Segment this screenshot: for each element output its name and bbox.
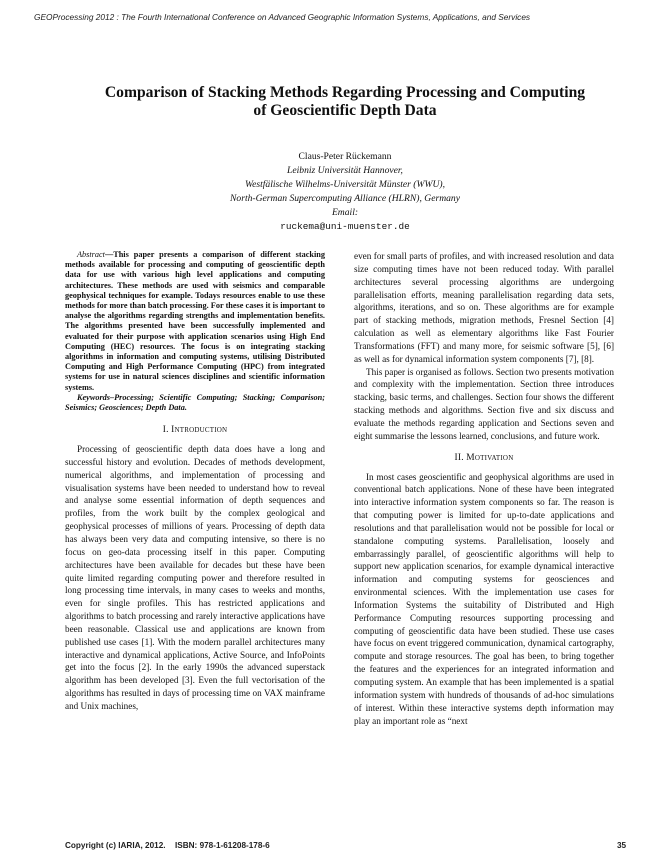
- section-1-number: I.: [162, 425, 169, 436]
- paper-title: [60, 84, 630, 120]
- abstract-label: Abstract: [77, 250, 105, 259]
- abstract: [65, 250, 325, 393]
- footer-copyright: Copyright (c) IARIA, 2012.: [65, 841, 166, 850]
- author-name: Claus-Peter Rückemann: [298, 151, 392, 162]
- abstract-text: —This paper presents a comparison of different stacking methods available for processing and computing of geoscientific depth data for use with various high level applications and computing architectures. These methods are used with seismics and comparable geophysical techniques for example. Todays resources enable to use these methods for more than batch processing. For these cases it is important to analyse the algorithms regarding strengths and implementation benefits. The algorithms presented have been successfully implemented and evaluated for their purpose with application scenarios using High End Computing (HEC) resources. The focus is on integrating stacking algorithms in information and computing systems, utilising Distributed Computing and High Performance Computing (HPC) from integrated systems for use in natural sciences disciplines and scientific information systems.: [65, 250, 325, 392]
- email-label: Email:: [331, 207, 359, 218]
- motivation-paragraph: In most cases geoscientific and geophysical algorithms are used in conventional batch applications. None of these have been integrated into interactive information system components so far. The reason is that computing power is limited for up-to-date applications and resolutions and that parallelisation would not be possible for local or standalone computing systems. Parallelisation, loosely and embarrassingly parallel, of geoscientific algorithms will help to support new application scenarios, for example dynamical interactive information and computing systems for geosciences and environmental sciences. With the implementation use cases for Information Systems the suitability of Distributed and High Performance Computing resources supporting processing and computing of geoscientific data have been studied. These use cases have focus on event triggered communication, dynamical cartography, compute and storage resources. The goal has been, to bring together the features and the experiences for an integrated information and computing system. An example that has been implemented is a spatial information system with hundreds of thousands of ad-hoc simulations of interest. Within these interactive systems depth information may play an important role as “next: [354, 471, 614, 726]
- footer-isbn: ISBN: 978-1-61208-178-6: [175, 841, 270, 850]
- title-line-2: of Geoscientific Depth Data: [253, 102, 437, 119]
- organisation-paragraph: This paper is organised as follows. Section two presents motivation and complexity with the implementation. Section three introduces stacking, basic terms, and challenges. Section four shows the different stacking methods and algorithms. Section five and six discuss and evaluate the methods regarding application and Sections seven and eight summarise the lessons learned, conclusions, and future work.: [354, 366, 614, 441]
- section-2-title: Motivation: [466, 452, 514, 463]
- author-block: [60, 150, 630, 234]
- page-number: 35: [617, 841, 627, 850]
- keywords: [65, 393, 325, 413]
- author-email: ruckema@uni-muenster.de: [280, 221, 410, 232]
- section-2-number: II.: [454, 452, 464, 463]
- introduction-paragraph: Processing of geoscientific depth data does have a long and successful history and evolution. Decades of methods development, numerical algorithms, and implementation of processing and visualisation systems have been needed to understand how to reveal and analyse some essential information of depth sequences and profiles, from the work built by the complex geological and geophysical processes of millions of years. Processing of depth data has always been very data and computing intensive, so there is no focus on geo-data processing itself in this paper. Computing architectures have been available for decades but these have been quite limited regarding computing power and therefore resulted in long processing time intervals, in many cases to weeks and months, even for single profiles. This has restricted applications and algorithms to batch processing and rarely interactive applications have been reasonable. Classical use and applications are known from published use cases [1]. With the modern parallel architectures many interactive and dynamical applications, Active Source, and InfoPoints get into the focus [2]. In the early 1990s the advanced superstack algorithm has been developed [3]. Even the full vectorisation of the algorithms has resulted in days of processing time on VAX mainframe and Unix machines,: [65, 444, 325, 711]
- running-header: GEOProcessing 2012 : The Fourth International Conference on Advanced Geographic Information Systems, Applications, and Services: [34, 12, 531, 22]
- section-heading-motivation: [354, 452, 614, 465]
- right-column: [354, 250, 614, 727]
- author-email-line: [60, 206, 630, 234]
- title-line-1: Comparison of Stacking Methods Regarding Processing and Computing: [104, 84, 586, 101]
- author-affiliation-1: Leibniz Universität Hannover,: [287, 165, 403, 176]
- introduction-paragraph-continued: even for small parts of profiles, and with increased resolution and data size computing times have not been reduced today. With parallel architectures several processing algorithms are undergoing parallelisation efforts, meaning parallelisation regarding data sets, algorithms, iterations, and so on. These algorithms are for example part of stacking methods, migration methods, Fresnel Section [4] calculation as well as elementary algorithms like Fast Fourier Transformations (FFT) and many more, for seismic software [5], [6] as well as for dynamical information system components [7], [8].: [354, 251, 614, 364]
- left-column: [65, 250, 325, 713]
- author-affiliation-3: North-German Supercomputing Alliance (HLRN), Germany: [230, 193, 460, 204]
- section-1-title: Introduction: [171, 425, 228, 436]
- author-affiliation-2: Westfälische Wilhelms-Universität Münster (WWU),: [244, 179, 446, 190]
- section-heading-introduction: [65, 424, 325, 437]
- keywords-label: Keywords: [77, 392, 110, 402]
- keywords-text: –Processing; Scientific Computing; Stacking; Comparison; Seismics; Geosciences; Depth Data.: [65, 392, 325, 413]
